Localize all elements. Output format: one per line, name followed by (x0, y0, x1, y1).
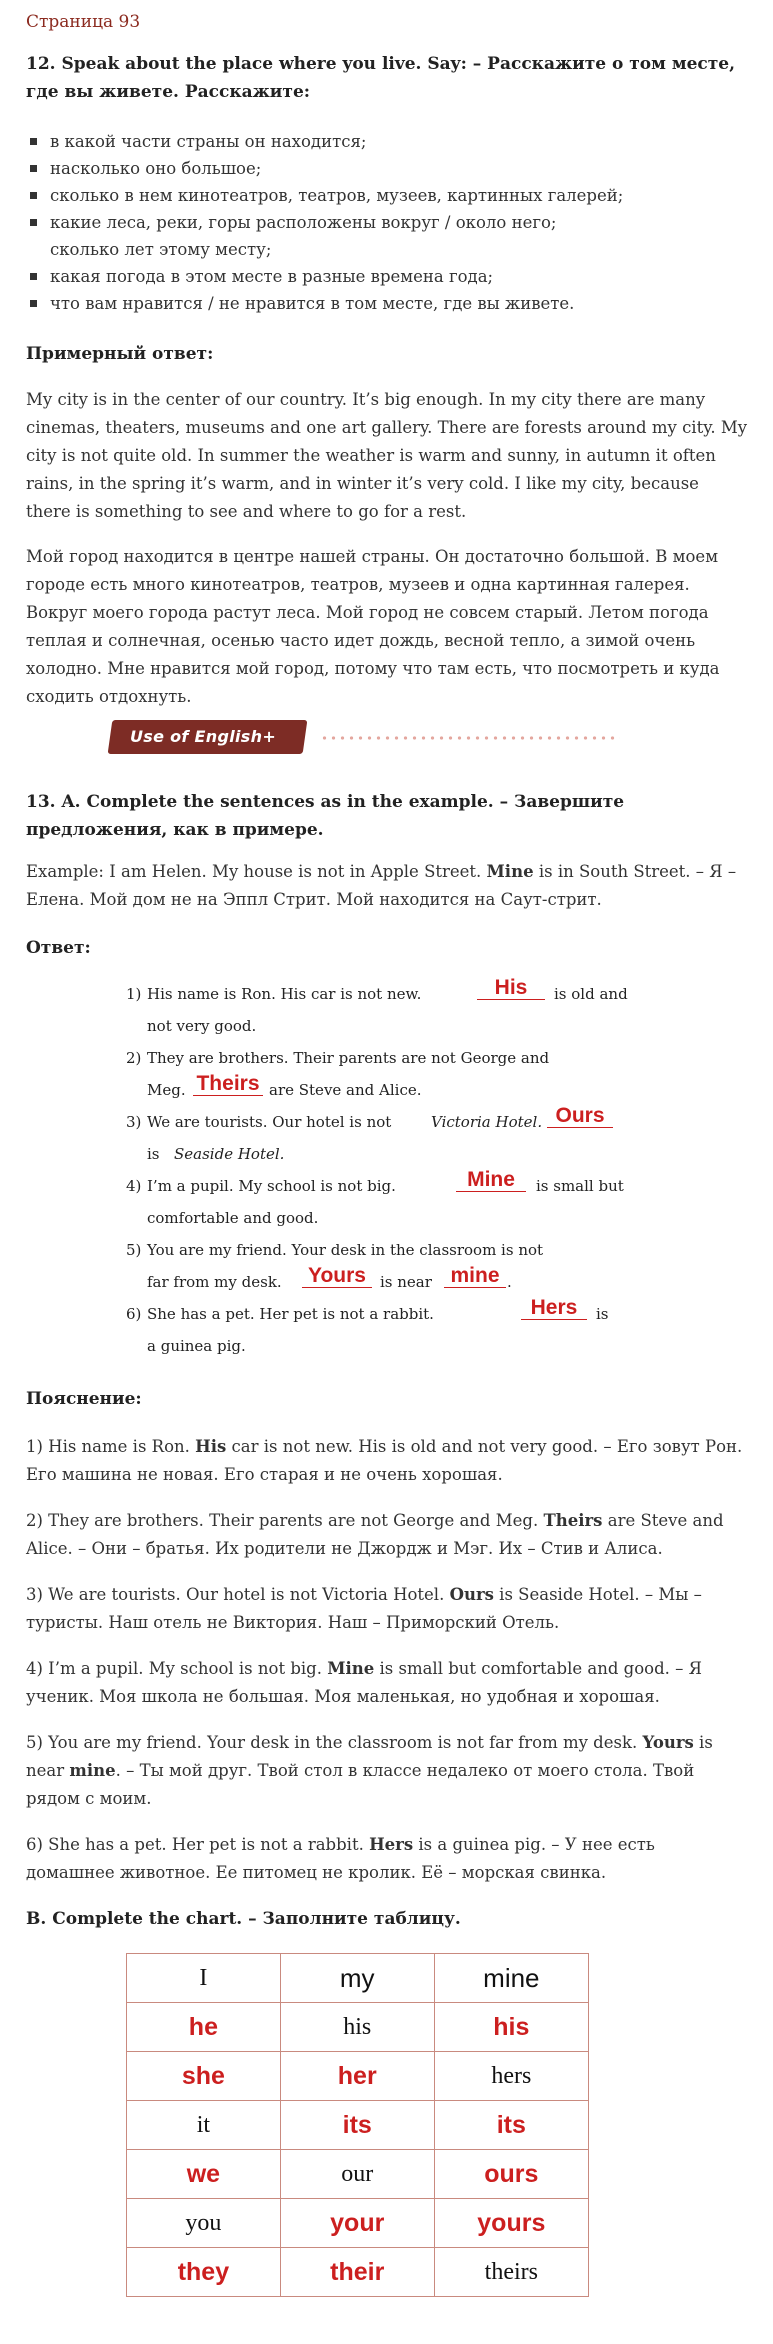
bullet-icon (30, 219, 37, 226)
table-cell: hers (434, 2052, 588, 2101)
table-cell-answer: she (127, 2052, 281, 2101)
table-cell: his (280, 2003, 434, 2052)
sample-answer-english: My city is in the center of our country. It’s big enough. In my city there are many cinemas, theaters, museums and one art gallery. There are forests around my city. My city is not quite old. In summer the weather is warm and sunny, in autumn it often rains, in the spring it’s warm, and in winter it’s very cold. I like my city, because there is something to see and where to go for a rest. (26, 390, 748, 521)
answer-hers: Hers (521, 1297, 587, 1320)
task13-heading: 13. A. Complete the sentences as in the example. – Завершите предложения, как в примере. (26, 792, 625, 840)
chart-heading: B. Complete the chart. – Заполните таблицу. (26, 1909, 461, 1929)
list-item: сколько в нем кинотеатров, театров, музеев, картинных галерей; (26, 182, 748, 209)
table-cell: theirs (434, 2248, 588, 2297)
pronoun-chart (126, 1953, 589, 2297)
explanation-item: 4) I’m a pupil. My school is not big. Mine is small but comfortable and good. – Я ученик. Моя школа не большая. Моя маленькая, но удобная и хорошая. (26, 1659, 702, 1706)
explanation-item: 2) They are brothers. Their parents are not George and Meg. Theirs are Steve and Alice. – Они – братья. Их родители не Джордж и Мэг. Их – Стив и Алиса. (26, 1511, 724, 1558)
answer-his: His (477, 977, 545, 1000)
page-title: Страница 93 (26, 12, 141, 32)
list-item: какие леса, реки, горы расположены вокруг / около него; сколько лет этому месту; (26, 209, 748, 263)
table-row (127, 2248, 589, 2297)
table-row (127, 2003, 589, 2052)
bullet-icon (30, 165, 37, 172)
table-cell-answer: they (127, 2248, 281, 2297)
table-cell: our (280, 2150, 434, 2199)
answer-mine-2: mine (444, 1265, 506, 1288)
banner-dotted-line (320, 736, 620, 740)
bullet-icon (30, 300, 37, 307)
list-item: какая погода в этом месте в разные времена года; (26, 263, 748, 290)
table-row (127, 2150, 589, 2199)
answer-yours: Yours (302, 1265, 372, 1288)
table-cell-answer: her (280, 2052, 434, 2101)
explanation-item: 1) His name is Ron. His car is not new. His is old and not very good. – Его зовут Рон. Его машина не новая. Его старая и не очень хорошая. (26, 1437, 743, 1484)
table-cell: it (127, 2101, 281, 2150)
answer-heading: Ответ: (26, 938, 91, 958)
table-cell-answer: ours (434, 2150, 588, 2199)
table-row (127, 1954, 589, 2003)
table-cell-answer: his (434, 2003, 588, 2052)
table-cell-answer: its (280, 2101, 434, 2150)
table-cell: you (127, 2199, 281, 2248)
banner-label: Use of English+ (130, 727, 277, 746)
table-cell: I (127, 1954, 281, 2003)
bullet-icon (30, 273, 37, 280)
table-cell-answer: we (127, 2150, 281, 2199)
table-row (127, 2199, 589, 2248)
table-cell: mine (434, 1954, 588, 2003)
task12-bullet-list (26, 128, 748, 317)
table-row (127, 2052, 589, 2101)
sample-answer-heading: Примерный ответ: (26, 344, 214, 364)
table-cell: my (280, 1954, 434, 2003)
table-cell-answer: their (280, 2248, 434, 2297)
answer-theirs: Theirs (193, 1073, 263, 1096)
table-cell-answer: your (280, 2199, 434, 2248)
answer-ours: Ours (547, 1105, 613, 1128)
explanation-heading: Пояснение: (26, 1389, 142, 1409)
use-of-english-banner (110, 718, 640, 758)
table-cell-answer: he (127, 2003, 281, 2052)
explanation-item: 6) She has a pet. Her pet is not a rabbit. Hers is a guinea pig. – У нее есть домашнее животное. Ее питомец не кролик. Её – морская свинка. (26, 1835, 655, 1882)
list-item: в какой части страны он находится; (26, 128, 748, 155)
task13-example: Example: I am Helen. My house is not in Apple Street. Mine is in South Street. – Я – Елена. Мой дом не на Эппл Стрит. Мой находится на Саут-стрит. (26, 862, 737, 909)
answer-mine: Mine (456, 1169, 526, 1192)
bullet-icon (30, 192, 37, 199)
explanation-item: 5) You are my friend. Your desk in the classroom is not far from my desk. Yours is near mine. – Ты мой друг. Твой стол в классе недалеко от моего стола. Твой рядом с моим. (26, 1733, 713, 1808)
table-cell-answer: yours (434, 2199, 588, 2248)
list-item: что вам нравится / не нравится в том месте, где вы живете. (26, 290, 748, 317)
table-cell-answer: its (434, 2101, 588, 2150)
bullet-icon (30, 138, 37, 145)
task12-heading: 12. Speak about the place where you live. Say: – Расскажите о том месте, где вы живете. Расскажите: (26, 54, 736, 102)
explanation-item: 3) We are tourists. Our hotel is not Victoria Hotel. Ours is Seaside Hotel. – Мы – туристы. Наш отель не Виктория. Наш – Приморский Отель. (26, 1585, 702, 1632)
list-item: насколько оно большое; (26, 155, 748, 182)
sample-answer-russian: Мой город находится в центре нашей страны. Он достаточно большой. В моем городе есть много кинотеатров, театров, музеев и одна картинная галерея. Вокруг моего города растут леса. Мой город не совсем старый. Летом погода теплая и солнечная, осенью часто идет дождь, весной тепло, а зимой очень холодно. Мне нравится мой город, потому что там есть, что посмотреть и куда сходить отдохнуть. (26, 547, 720, 706)
table-row (127, 2101, 589, 2150)
